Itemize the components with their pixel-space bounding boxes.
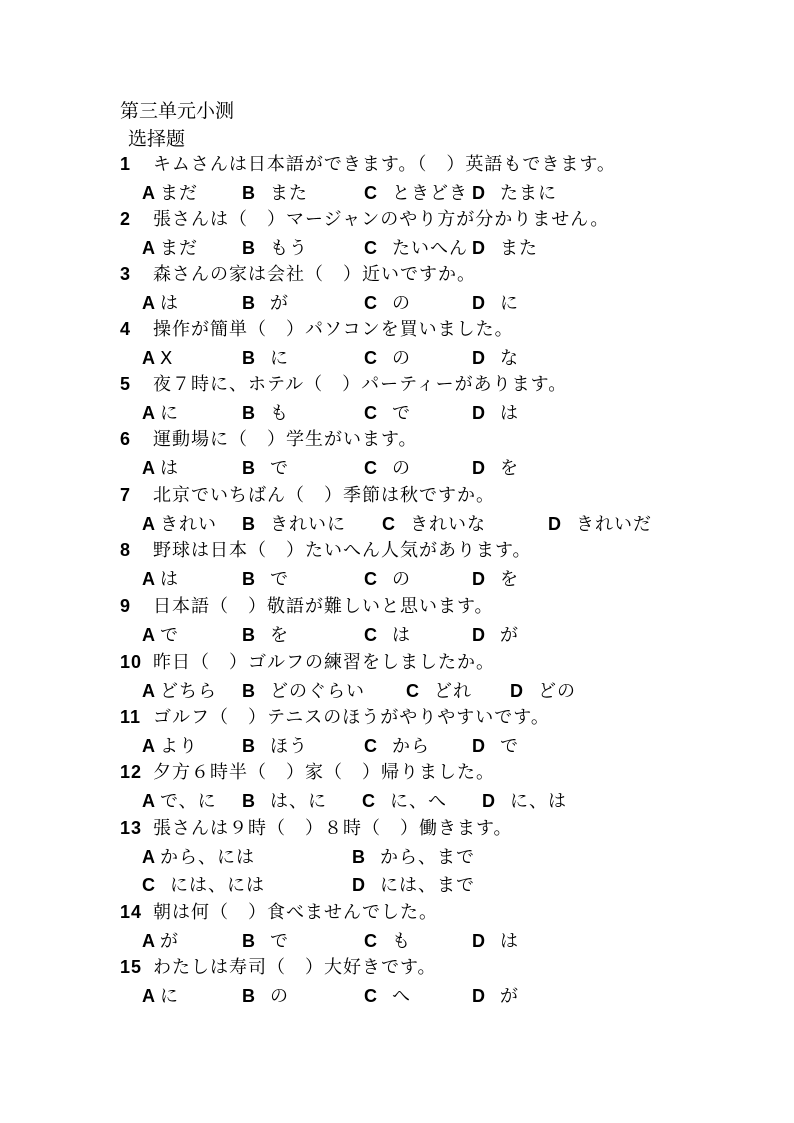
option-letter: D (472, 348, 486, 368)
question-number: 5 (120, 374, 132, 394)
question-12 (120, 760, 495, 785)
option-text: で (270, 931, 289, 952)
option-text: で (270, 569, 289, 590)
option-d[interactable] (472, 984, 519, 1009)
option-letter: B (242, 625, 256, 645)
question-number: 7 (120, 485, 132, 505)
option-letter: C (364, 293, 378, 313)
option-text: は (160, 569, 179, 590)
option-d[interactable] (548, 512, 652, 537)
option-letter: A (142, 736, 156, 756)
option-text: を (270, 625, 289, 646)
option-a[interactable] (142, 456, 179, 481)
option-letter: D (472, 403, 486, 423)
option-text: は (500, 931, 519, 952)
option-c[interactable] (364, 401, 411, 426)
option-d[interactable] (472, 401, 519, 426)
option-text: には、には (170, 875, 265, 896)
option-text: で (392, 403, 411, 424)
question-text: 森さんの家は会社（ ）近いですか。 (153, 264, 476, 285)
question-text: 昨日（ ）ゴルフの練習をしましたか。 (153, 652, 495, 673)
question-number: 13 (120, 818, 143, 838)
option-text: の (270, 986, 289, 1007)
question-4 (120, 317, 514, 342)
option-c[interactable] (364, 181, 468, 206)
option-text: で (270, 458, 289, 479)
option-letter: C (364, 348, 378, 368)
option-letter: C (364, 403, 378, 423)
option-d[interactable] (472, 929, 519, 954)
option-text: には、まで (380, 875, 475, 896)
option-letter: A (142, 514, 156, 534)
option-text: で (500, 736, 519, 757)
option-letter: B (242, 569, 256, 589)
option-a[interactable] (142, 845, 255, 870)
option-b[interactable] (242, 456, 289, 481)
question-number: 15 (120, 957, 143, 977)
page-title: 第三单元小测 (120, 100, 235, 122)
question-number: 6 (120, 429, 132, 449)
option-text: に (160, 403, 179, 424)
question-15 (120, 955, 437, 980)
question-number: 14 (120, 902, 143, 922)
option-letter: A (142, 238, 156, 258)
option-c[interactable] (406, 679, 472, 704)
option-letter: C (142, 875, 156, 895)
option-a[interactable] (142, 734, 198, 759)
option-text: きれいだ (576, 514, 652, 535)
option-b[interactable] (242, 789, 327, 814)
option-c[interactable] (362, 789, 447, 814)
option-letter: B (352, 847, 366, 867)
option-b[interactable] (242, 734, 308, 759)
option-a[interactable] (142, 789, 217, 814)
option-b[interactable] (242, 512, 346, 537)
option-text: きれいに (270, 514, 346, 535)
option-text: は (392, 625, 411, 646)
option-d[interactable] (472, 346, 519, 371)
option-text: を (500, 458, 519, 479)
option-a[interactable] (142, 401, 179, 426)
option-text: たまに (500, 183, 557, 204)
option-letter: D (472, 183, 486, 203)
option-letter: D (472, 986, 486, 1006)
option-letter: C (364, 986, 378, 1006)
option-letter: B (242, 986, 256, 1006)
option-letter: C (364, 458, 378, 478)
option-text: きれい (160, 514, 217, 535)
option-letter: A (142, 348, 156, 368)
option-letter: C (382, 514, 396, 534)
option-letter: C (364, 569, 378, 589)
option-a[interactable] (142, 929, 179, 954)
option-letter: C (364, 931, 378, 951)
option-letter: B (242, 458, 256, 478)
option-b[interactable] (242, 623, 289, 648)
option-letter: B (242, 238, 256, 258)
question-text: 張さんは９時（ ）８時（ ）働きます。 (153, 818, 513, 839)
option-text: より (160, 736, 198, 757)
question-text: 運動場に（ ）学生がいます。 (153, 429, 418, 450)
option-text: も (270, 403, 289, 424)
option-text: で、に (160, 791, 217, 812)
option-d[interactable] (472, 291, 519, 316)
option-letter: C (406, 681, 420, 701)
option-b[interactable] (242, 181, 308, 206)
option-c[interactable] (364, 929, 411, 954)
question-number: 4 (120, 319, 132, 339)
option-letter: D (548, 514, 562, 534)
option-text: は (160, 293, 179, 314)
option-letter: D (472, 931, 486, 951)
option-letter: A (142, 625, 156, 645)
option-a[interactable] (142, 623, 179, 648)
question-number: 3 (120, 264, 132, 284)
question-1 (120, 152, 616, 177)
option-c[interactable] (364, 567, 411, 592)
option-text: で (160, 625, 179, 646)
option-letter: A (142, 931, 156, 951)
option-b[interactable] (242, 929, 289, 954)
option-text: は (500, 403, 519, 424)
option-text: な (500, 348, 519, 369)
option-letter: B (242, 681, 256, 701)
question-10 (120, 650, 495, 675)
option-d[interactable] (472, 236, 538, 261)
option-b[interactable] (242, 679, 365, 704)
question-8 (120, 538, 532, 563)
question-14 (120, 900, 438, 925)
question-number: 2 (120, 209, 132, 229)
question-text: 操作が簡単（ ）パソコンを買いました。 (153, 319, 514, 340)
option-b[interactable] (352, 845, 475, 870)
question-13 (120, 816, 513, 841)
option-a[interactable] (142, 181, 198, 206)
question-text: わたしは寿司（ ）大好きです。 (153, 957, 437, 978)
option-letter: A (142, 293, 156, 313)
option-a[interactable] (142, 679, 217, 704)
option-d[interactable] (472, 567, 519, 592)
question-text: ゴルフ（ ）テニスのほうがやりやすいです。 (153, 707, 550, 728)
option-letter: B (242, 514, 256, 534)
question-number: 9 (120, 596, 132, 616)
option-letter: B (242, 348, 256, 368)
option-text: が (270, 293, 289, 314)
question-5 (120, 372, 567, 397)
option-letter: B (242, 931, 256, 951)
option-c[interactable] (364, 346, 411, 371)
option-d[interactable] (472, 181, 557, 206)
option-text: に (160, 986, 179, 1007)
option-a[interactable] (142, 512, 217, 537)
option-letter: C (364, 238, 378, 258)
option-d[interactable] (510, 679, 576, 704)
option-a[interactable] (142, 291, 179, 316)
option-text: が (160, 931, 179, 952)
option-text: の (392, 348, 411, 369)
question-text: 朝は何（ ）食べませんでした。 (153, 902, 438, 923)
question-11 (120, 705, 550, 730)
option-b[interactable] (242, 401, 289, 426)
option-text: もう (270, 238, 308, 259)
option-letter: C (364, 736, 378, 756)
option-b[interactable] (242, 291, 289, 316)
option-b[interactable] (242, 984, 289, 1009)
option-a[interactable] (142, 346, 173, 371)
option-c[interactable] (382, 512, 486, 537)
option-text: が (500, 986, 519, 1007)
option-letter: A (142, 183, 156, 203)
option-text: が (500, 625, 519, 646)
option-d[interactable] (472, 456, 519, 481)
option-letter: A (142, 986, 156, 1006)
option-text: も (392, 931, 411, 952)
option-text: に、へ (390, 791, 447, 812)
option-letter: A (142, 847, 156, 867)
option-text: また (270, 183, 308, 204)
section-heading: 选择题 (128, 128, 186, 150)
option-text: から (392, 736, 430, 757)
question-text: 夜７時に、ホテル（ ）パーティーがあります。 (153, 374, 568, 395)
option-text: に (270, 348, 289, 369)
option-b[interactable] (242, 567, 289, 592)
option-letter: D (472, 238, 486, 258)
option-letter: A (142, 791, 156, 811)
option-a[interactable] (142, 984, 179, 1009)
question-text: 張さんは（ ）マージャンのやり方が分かりません。 (153, 209, 610, 230)
option-c[interactable] (142, 873, 265, 898)
question-6 (120, 427, 418, 452)
option-c[interactable] (364, 291, 411, 316)
option-letter: D (472, 569, 486, 589)
option-letter: D (510, 681, 524, 701)
question-text: 野球は日本（ ）たいへん人気があります。 (153, 540, 532, 561)
question-text: 日本語（ ）敬語が難しいと思います。 (153, 596, 494, 617)
option-c[interactable] (364, 623, 411, 648)
option-letter: A (142, 569, 156, 589)
option-text: は、に (270, 791, 327, 812)
option-a[interactable] (142, 567, 179, 592)
option-text: どのぐらい (270, 681, 365, 702)
option-text: まだ (160, 238, 198, 259)
option-text: また (500, 238, 538, 259)
option-letter: D (472, 293, 486, 313)
option-c[interactable] (364, 984, 411, 1009)
option-letter: D (472, 736, 486, 756)
option-text: どの (538, 681, 576, 702)
option-text: きれいな (410, 514, 486, 535)
question-number: 10 (120, 652, 143, 672)
option-letter: C (364, 183, 378, 203)
option-letter: D (472, 458, 486, 478)
option-text: から、まで (380, 847, 475, 868)
option-letter: B (242, 791, 256, 811)
question-7 (120, 483, 495, 508)
option-letter: B (242, 183, 256, 203)
question-number: 1 (120, 154, 132, 174)
option-letter: C (362, 791, 376, 811)
question-text: 北京でいちばん（ ）季節は秋ですか。 (153, 485, 495, 506)
option-letter: D (352, 875, 366, 895)
option-text: どれ (434, 681, 472, 702)
option-text: まだ (160, 183, 198, 204)
option-d[interactable] (472, 734, 519, 759)
option-a[interactable] (142, 236, 198, 261)
option-letter: C (364, 625, 378, 645)
question-text: キムさんは日本語ができます。（ ）英語もできます。 (153, 154, 616, 175)
option-c[interactable] (364, 236, 468, 261)
option-b[interactable] (242, 346, 289, 371)
option-text: の (392, 569, 411, 590)
option-text: は (160, 458, 179, 479)
option-d[interactable] (472, 623, 519, 648)
option-letter: A (142, 403, 156, 423)
option-text: に、は (510, 791, 567, 812)
option-letter: B (242, 403, 256, 423)
option-d[interactable] (352, 873, 475, 898)
option-text: ほう (270, 736, 308, 757)
option-letter: D (482, 791, 496, 811)
option-text: へ (392, 986, 411, 1007)
option-letter: A (142, 681, 156, 701)
question-number: 8 (120, 540, 132, 560)
question-2 (120, 207, 609, 232)
option-text: から、には (160, 847, 255, 868)
option-d[interactable] (482, 789, 567, 814)
option-text: たいへん (392, 238, 468, 259)
option-text: どちら (160, 681, 217, 702)
option-letter: B (242, 293, 256, 313)
option-c[interactable] (364, 734, 430, 759)
option-c[interactable] (364, 456, 411, 481)
question-text: 夕方６時半（ ）家（ ）帰りました。 (153, 762, 495, 783)
question-number: 12 (120, 762, 143, 782)
option-text: に (500, 293, 519, 314)
option-text: の (392, 293, 411, 314)
question-number: 11 (120, 707, 142, 727)
option-text: の (392, 458, 411, 479)
option-text: X (160, 348, 174, 369)
question-3 (120, 262, 476, 287)
option-text: ときどき (392, 183, 468, 204)
question-9 (120, 594, 494, 619)
option-b[interactable] (242, 236, 308, 261)
option-letter: B (242, 736, 256, 756)
option-letter: D (472, 625, 486, 645)
option-letter: A (142, 458, 156, 478)
option-text: を (500, 569, 519, 590)
